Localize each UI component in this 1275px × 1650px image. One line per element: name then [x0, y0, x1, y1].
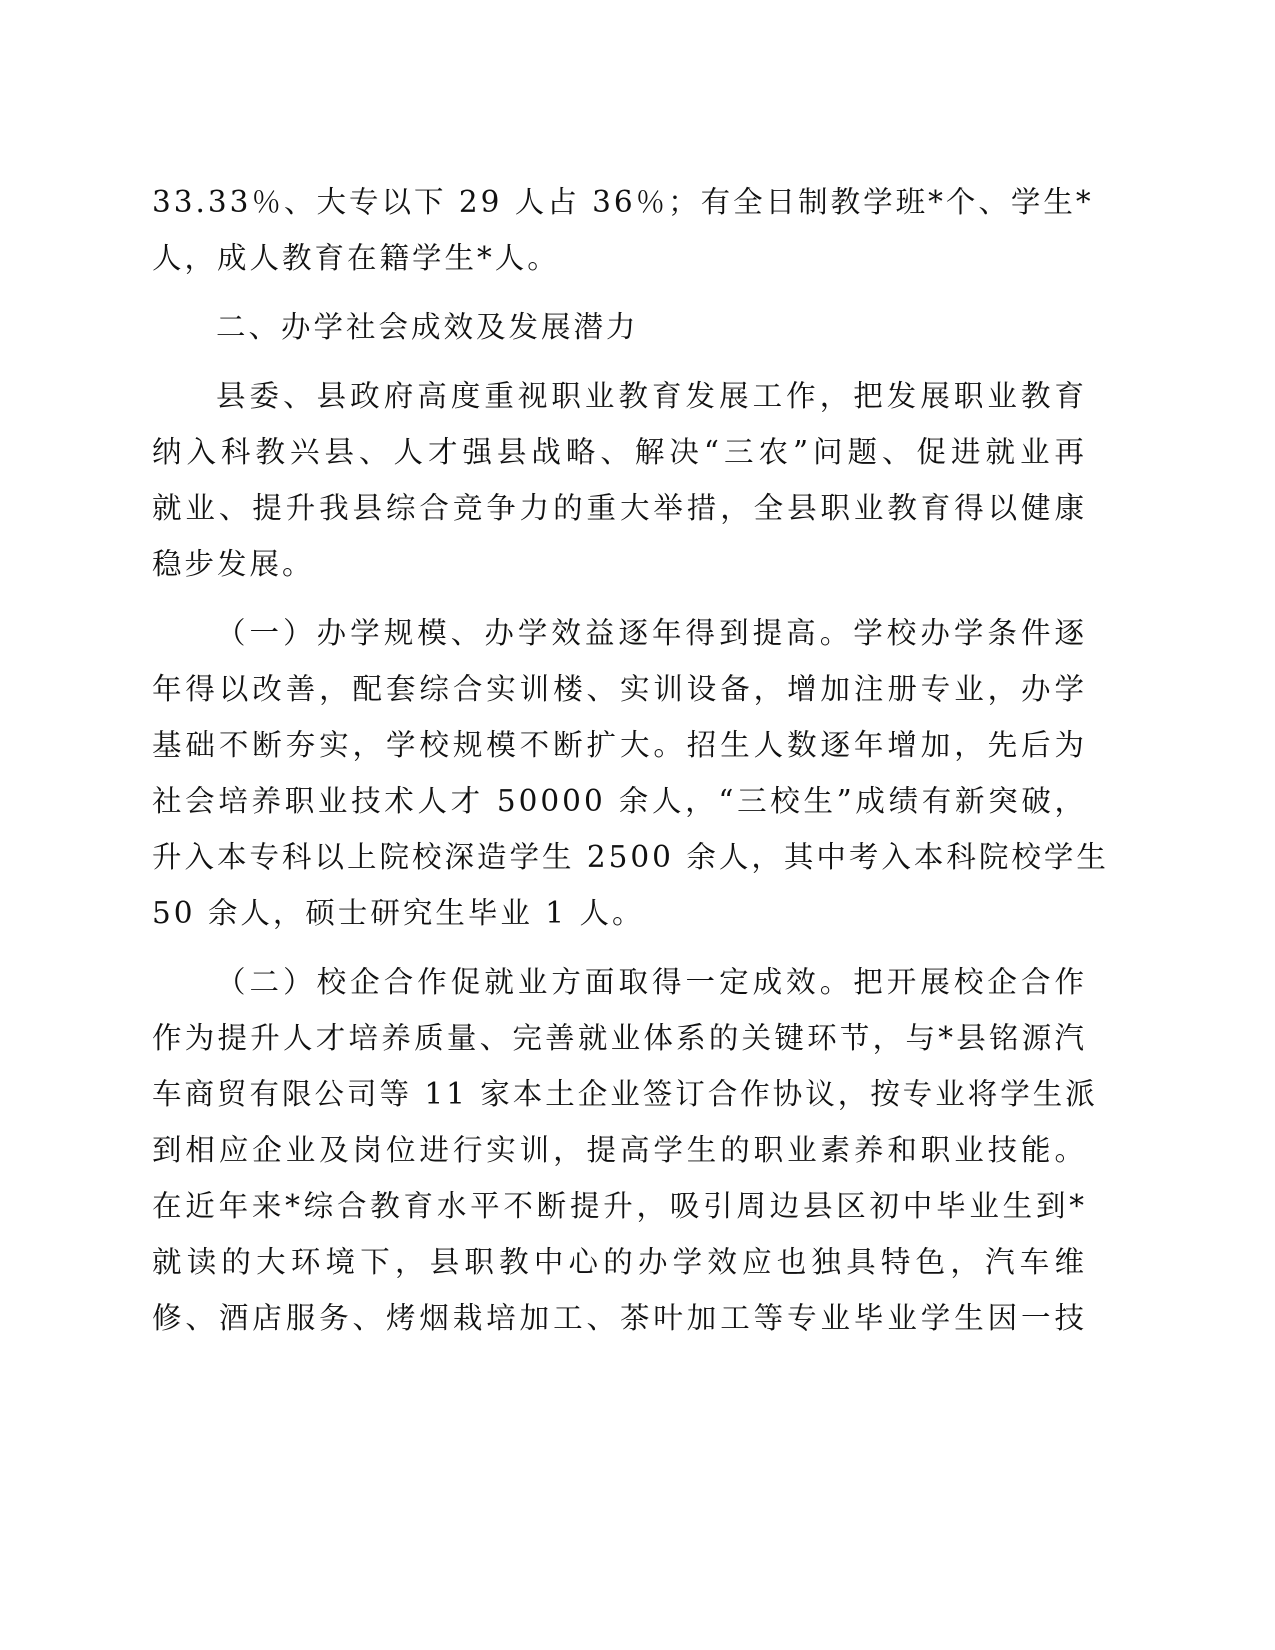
text-line: 稳步发展。	[152, 547, 315, 581]
text-line: 在近年来*综合教育水平不断提升，吸引周边县区初中毕业生到*	[152, 1189, 1087, 1223]
paragraph-enrollment-stats	[152, 174, 1094, 286]
text-line: 人，成人教育在籍学生*人。	[152, 241, 560, 275]
text-line: 作为提升人才培养质量、完善就业体系的关键环节，与*县铭源汽	[152, 1021, 1087, 1055]
text-line: 修、酒店服务、烤烟栽培加工、茶叶加工等专业毕业学生因一技	[152, 1301, 1087, 1335]
text-line: 车商贸有限公司等 11 家本土企业签订合作协议，按专业将学生派	[152, 1077, 1098, 1111]
text-line: 就业、提升我县综合竞争力的重大举措，全县职业教育得以健康	[152, 491, 1087, 525]
text-line: 社会培养职业技术人才 50000 余人，“三校生”成绩有新突破，	[152, 784, 1087, 818]
text-line: （二）校企合作促就业方面取得一定成效。把开展校企合作	[216, 965, 1087, 999]
document-body	[152, 174, 1109, 1346]
text-line: 基础不断夯实，学校规模不断扩大。招生人数逐年增加，先后为	[152, 728, 1087, 762]
text-line: 纳入科教兴县、人才强县战略、解决“三农”问题、促进就业再	[152, 435, 1087, 469]
paragraph-scale-benefits	[152, 605, 1109, 941]
text-line: （一）办学规模、办学效益逐年得到提高。学校办学条件逐	[216, 616, 1087, 650]
text-line: 到相应企业及岗位进行实训，提高学生的职业素养和职业技能。	[152, 1133, 1087, 1167]
heading-line: 二、办学社会成效及发展潜力	[216, 310, 639, 344]
text-line: 县委、县政府高度重视职业教育发展工作，把发展职业教育	[216, 379, 1087, 413]
text-line: 升入本专科以上院校深造学生 2500 余人，其中考入本科院校学生	[152, 840, 1109, 874]
text-line: 就读的大环境下，县职教中心的办学效应也独具特色，汽车维	[152, 1245, 1087, 1279]
text-line: 33.33％、大专以下 29 人占 36％；有全日制教学班*个、学生*	[152, 185, 1094, 219]
section-heading	[152, 299, 1087, 355]
text-line: 年得以改善，配套综合实训楼、实训设备，增加注册专业，办学	[152, 672, 1087, 706]
text-line: 50 余人，硕士研究生毕业 1 人。	[152, 896, 645, 930]
paragraph-overview	[152, 368, 1087, 592]
paragraph-school-enterprise-cooperation	[152, 954, 1098, 1346]
